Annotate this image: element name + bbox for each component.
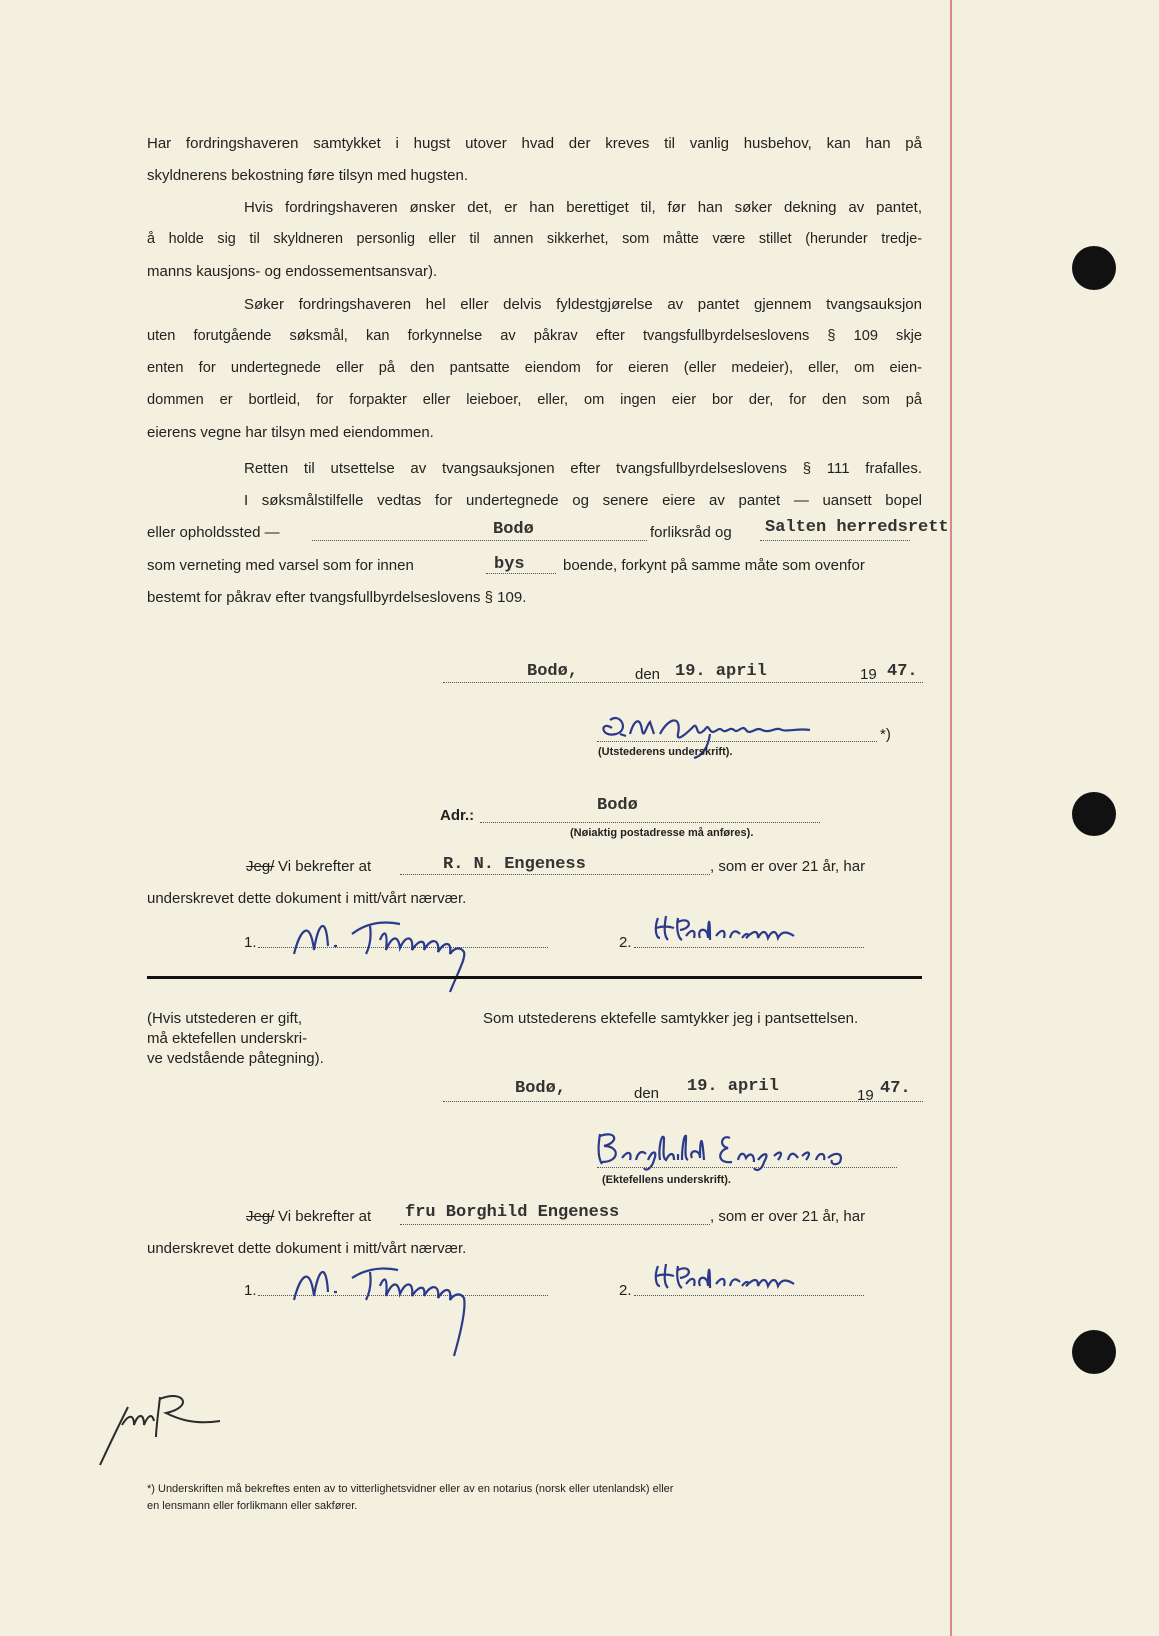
footnote-line-2: en lensmann eller forlikmann eller sakfører. <box>147 1500 358 1512</box>
witness-1-n2: 2. <box>619 934 632 951</box>
issuer-signature-suffix: *) <box>880 726 891 743</box>
issuer-signature-caption: (Utstederens underskrift). <box>598 746 733 758</box>
witness-2-over: , som er over 21 år, har <box>710 1208 866 1225</box>
date-1-year-suffix: 47. <box>887 662 918 681</box>
paragraph-2-line-2: å holde sig til skyldneren personlig eller til annen sikkerhet, som måtte være stillet (herunder tredje- <box>147 231 922 247</box>
witness-2-name-line <box>400 1224 710 1225</box>
venue-court: Salten herredsrett <box>765 518 949 537</box>
witness-1-line-2: underskrevet dette dokument i mitt/vårt nærvær. <box>147 890 467 907</box>
witness-2-jeg: Jeg/ <box>246 1208 275 1225</box>
paragraph-5-line-1: I søksmålstilfelle vedtas for undertegnede og senere eiere av pantet — uansett bopel <box>244 492 922 509</box>
paragraph-1-line-2: skyldnerens bekostning føre tilsyn med hugsten. <box>147 167 468 184</box>
paragraph-4-line-1: Retten til utsettelse av tvangsauksjonen efter tvangsfullbyrdelseslovens § 111 frafalles. <box>244 460 922 477</box>
witness-2-line-2: underskrevet dette dokument i mitt/vårt nærvær. <box>147 1240 467 1257</box>
date-2-place: Bodø, <box>515 1079 567 1098</box>
witness-2-n1: 1. <box>244 1282 257 1299</box>
paragraph-2-line-3: manns kausjons- og endossementsansvar). <box>147 263 438 280</box>
witness-1-signature-2 <box>650 908 850 948</box>
paragraph-3-line-2: uten forutgående søksmål, kan forkynnelse av påkrav efter tvangsfullbyrdelseslovens § 109 skje <box>147 328 922 344</box>
date-1-line <box>443 682 923 683</box>
spouse-signature-caption: (Ektefellens underskrift). <box>602 1174 731 1186</box>
punch-hole-middle <box>1072 792 1116 836</box>
address-value: Bodø <box>597 796 638 815</box>
date-1-place: Bodø, <box>527 662 579 681</box>
date-2-year-suffix: 47. <box>880 1079 911 1098</box>
witness-1-name-line <box>400 874 710 875</box>
venue-line-3: bestemt for påkrav efter tvangsfullbyrdelseslovens § 109. <box>147 589 527 606</box>
venue-court-line <box>760 540 910 541</box>
paragraph-3-line-4: dommen er bortleid, for forpakter eller leieboer, eller, om ingen eier bor der, for den som på <box>147 392 922 408</box>
venue-place-line <box>312 540 647 541</box>
spouse-consent: Som utstederens ektefelle samtykker jeg i pantsettelsen. <box>483 1010 859 1027</box>
date-1-date: 19. april <box>675 662 767 681</box>
witness-2-signature-2 <box>650 1256 850 1296</box>
issuer-signature-line <box>597 741 877 742</box>
address-line <box>480 822 820 823</box>
date-2-den: den <box>634 1085 660 1102</box>
footnote <box>147 1481 922 1515</box>
witness-1-signature-1 <box>280 900 520 1000</box>
witness-1-vi: Vi bekrefter at <box>278 858 372 875</box>
venue-bys: bys <box>494 555 525 574</box>
date-2-year-prefix: 19 <box>857 1087 874 1104</box>
witness-1-n1: 1. <box>244 934 257 951</box>
margin-line <box>950 0 952 1636</box>
venue-line-2-suffix: boende, forkynt på samme måte som ovenfor <box>563 557 865 574</box>
witness-1-jeg: Jeg/ <box>246 858 275 875</box>
witness-2-signature-1 <box>282 1248 522 1363</box>
paragraph-3-line-5: eierens vegne har tilsyn med eiendommen. <box>147 424 434 441</box>
section-divider <box>147 976 922 979</box>
witness-2-n2: 2. <box>619 1282 632 1299</box>
footnote-line-1: *) Underskriften må bekreftes enten av to vitterlighetsvidner eller av en notarius (norsk eller utenlandsk) eller <box>147 1483 674 1495</box>
paragraph-3-line-1: Søker fordringshaveren hel eller delvis fyldestgjørelse av pantet gjennem tvangsauksjon <box>244 296 922 313</box>
punch-hole-top <box>1072 246 1116 290</box>
spouse-note-line-2: må ektefellen underskri- <box>147 1030 308 1047</box>
date-1-den: den <box>635 666 661 683</box>
venue-place: Bodø <box>493 520 534 539</box>
witness-1-name: R. N. Engeness <box>443 855 586 874</box>
paragraph-1-line-1: Har fordringshaveren samtykket i hugst utover hvad der kreves til vanlig husbehov, kan han på <box>147 135 922 152</box>
date-2-date: 19. april <box>687 1077 779 1096</box>
date-1-year-prefix: 19 <box>860 666 877 683</box>
venue-prefix: eller opholdssted — <box>147 524 280 541</box>
punch-hole-bottom <box>1072 1330 1116 1374</box>
witness-1-over: , som er over 21 år, har <box>710 858 866 875</box>
paragraph-3-line-3: enten for undertegnede eller på den pantsatte eiendom for eieren (eller medeier), eller, om eien- <box>147 360 922 376</box>
address-caption: (Nøiaktig postadresse må anføres). <box>570 827 754 839</box>
address-label: Adr.: <box>440 807 475 824</box>
paragraph-2-line-1: Hvis fordringshaveren ønsker det, er han berettiget til, før han søker dekning av pantet, <box>244 199 922 216</box>
initials-mark <box>94 1385 244 1475</box>
spouse-note-line-1: (Hvis utstederen er gift, <box>147 1010 303 1027</box>
spouse-signature <box>592 1128 892 1176</box>
date-2-line <box>443 1101 923 1102</box>
spouse-note-line-3: ve vedstående påtegning). <box>147 1050 324 1067</box>
witness-2-vi: Vi bekrefter at <box>278 1208 372 1225</box>
witness-2-name: fru Borghild Engeness <box>405 1203 620 1222</box>
venue-mid: forliksråd og <box>650 524 732 541</box>
spouse-signature-line <box>597 1167 897 1168</box>
venue-line-2-prefix: som verneting med varsel som for innen <box>147 557 414 574</box>
